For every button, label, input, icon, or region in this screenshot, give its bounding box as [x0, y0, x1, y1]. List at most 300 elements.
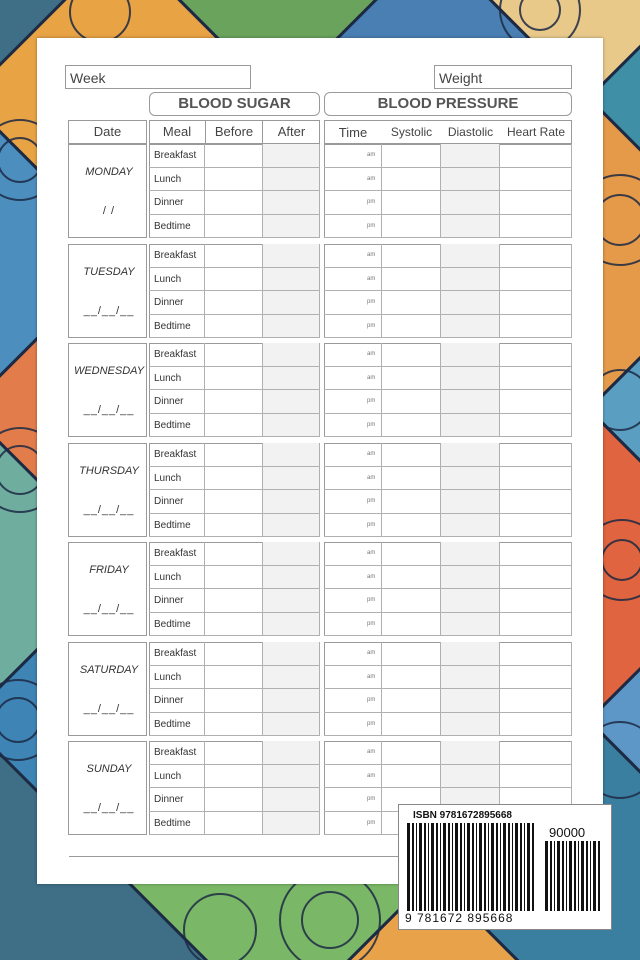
date-cell[interactable]	[68, 244, 147, 338]
day-name: MONDAY	[85, 166, 133, 178]
heart-rate-cell[interactable]	[500, 589, 572, 613]
heart-rate-cell[interactable]	[500, 642, 572, 666]
barcode-bar	[545, 841, 548, 911]
before-cell[interactable]	[205, 215, 263, 238]
time-cell[interactable]	[324, 215, 382, 238]
systolic-cell[interactable]	[382, 443, 441, 467]
before-cell[interactable]	[205, 713, 263, 736]
diastolic-cell[interactable]	[441, 215, 500, 238]
time-cell[interactable]	[324, 191, 382, 215]
footer-rule	[69, 856, 429, 857]
meal-label: Bedtime	[154, 221, 191, 232]
meal-cell	[149, 244, 205, 268]
heart-rate-cell[interactable]	[500, 291, 572, 315]
barcode-bar	[476, 823, 477, 911]
am-pm-marker: pm	[367, 498, 376, 504]
before-cell[interactable]	[205, 390, 263, 414]
meal-cell	[149, 367, 205, 390]
isbn-digits: 9 781672 895668	[405, 911, 514, 925]
isbn-label: ISBN 9781672895668	[413, 810, 512, 821]
meal-cell	[149, 713, 205, 736]
barcode-bar	[424, 823, 426, 911]
before-cell[interactable]	[205, 414, 263, 437]
before-cell[interactable]	[205, 168, 263, 191]
before-cell[interactable]	[205, 268, 263, 291]
meal-cell	[149, 168, 205, 191]
barcode-bar	[569, 841, 572, 911]
meal-label: Dinner	[154, 496, 184, 507]
meal-cell	[149, 642, 205, 666]
meal-label: Dinner	[154, 297, 184, 308]
date-blank: __/__/__	[83, 305, 135, 317]
after-cell[interactable]	[263, 666, 320, 689]
barcode-bar	[419, 823, 422, 911]
systolic-cell[interactable]	[382, 244, 441, 268]
systolic-cell[interactable]	[382, 613, 441, 636]
after-cell[interactable]	[263, 788, 320, 812]
heart-rate-cell[interactable]	[500, 414, 572, 437]
after-cell[interactable]	[263, 589, 320, 613]
meal-cell	[149, 490, 205, 514]
diastolic-cell[interactable]	[441, 666, 500, 689]
before-cell[interactable]	[205, 144, 263, 168]
am-pm-marker: am	[367, 451, 376, 457]
systolic-cell[interactable]	[382, 390, 441, 414]
before-cell[interactable]	[205, 812, 263, 835]
after-cell[interactable]	[263, 713, 320, 736]
am-pm-marker: pm	[367, 323, 376, 329]
time-cell[interactable]	[324, 613, 382, 636]
systolic-cell[interactable]	[382, 144, 441, 168]
barcode-bar	[467, 823, 470, 911]
day-name: SUNDAY	[86, 763, 132, 775]
barcode-bar	[532, 823, 534, 911]
meal-label: Dinner	[154, 396, 184, 407]
time-cell[interactable]	[324, 443, 382, 467]
barcode-bar	[416, 823, 417, 911]
meal-label: Lunch	[154, 274, 182, 285]
diastolic-cell[interactable]	[441, 268, 500, 291]
heart-rate-cell[interactable]	[500, 191, 572, 215]
meal-cell	[149, 689, 205, 713]
after-cell[interactable]	[263, 168, 320, 191]
diastolic-cell[interactable]	[441, 191, 500, 215]
before-cell[interactable]	[205, 566, 263, 589]
barcode-bar	[527, 823, 530, 911]
before-cell[interactable]	[205, 244, 263, 268]
systolic-cell[interactable]	[382, 741, 441, 765]
systolic-cell[interactable]	[382, 765, 441, 788]
time-cell[interactable]	[324, 244, 382, 268]
diastolic-cell[interactable]	[441, 291, 500, 315]
barcode-bar	[557, 841, 560, 911]
systolic-cell[interactable]	[382, 542, 441, 566]
heart-rate-cell[interactable]	[500, 467, 572, 490]
systolic-cell[interactable]	[382, 514, 441, 537]
meal-label: Bedtime	[154, 719, 191, 730]
barcode-bar	[578, 841, 579, 911]
meal-cell	[149, 315, 205, 338]
systolic-cell[interactable]	[382, 467, 441, 490]
time-column-header: Time	[338, 125, 368, 140]
heart-rate-cell[interactable]	[500, 244, 572, 268]
barcode-bar	[524, 823, 525, 911]
diastolic-cell[interactable]	[441, 414, 500, 437]
time-cell[interactable]	[324, 367, 382, 390]
am-pm-marker: pm	[367, 820, 376, 826]
am-pm-marker: pm	[367, 299, 376, 305]
barcode-bar	[464, 823, 465, 911]
after-cell[interactable]	[263, 144, 320, 168]
after-cell[interactable]	[263, 315, 320, 338]
diastolic-cell[interactable]	[441, 367, 500, 390]
meal-cell	[149, 613, 205, 636]
meal-cell	[149, 589, 205, 613]
after-cell[interactable]	[263, 367, 320, 390]
am-pm-marker: am	[367, 749, 376, 755]
barcode-bar	[491, 823, 494, 911]
diastolic-cell[interactable]	[441, 713, 500, 736]
blood-sugar-title: BLOOD SUGAR	[149, 92, 320, 116]
diastolic-cell[interactable]	[441, 514, 500, 537]
diastolic-cell[interactable]	[441, 315, 500, 338]
heart-rate-cell[interactable]	[500, 741, 572, 765]
heart-rate-column-header: Heart Rate	[506, 125, 566, 139]
systolic-cell[interactable]	[382, 589, 441, 613]
after-cell[interactable]	[263, 191, 320, 215]
am-pm-marker: pm	[367, 199, 376, 205]
systolic-cell[interactable]	[382, 490, 441, 514]
meal-label: Dinner	[154, 794, 184, 805]
day-name: THURSDAY	[79, 465, 139, 477]
after-cell[interactable]	[263, 490, 320, 514]
barcode-bar	[515, 823, 518, 911]
barcode-bar	[508, 823, 510, 911]
date-blank: __/__/__	[83, 504, 135, 516]
barcode-bar	[452, 823, 453, 911]
after-cell[interactable]	[263, 566, 320, 589]
day-name: TUESDAY	[83, 266, 135, 278]
meal-label: Bedtime	[154, 619, 191, 630]
before-cell[interactable]	[205, 741, 263, 765]
barcode-bar	[436, 823, 438, 911]
meal-cell	[149, 741, 205, 765]
after-cell[interactable]	[263, 268, 320, 291]
diastolic-cell[interactable]	[441, 490, 500, 514]
before-cell[interactable]	[205, 642, 263, 666]
meal-label: Dinner	[154, 595, 184, 606]
barcode-bar	[503, 823, 506, 911]
barcode-bar	[472, 823, 474, 911]
diastolic-cell[interactable]	[441, 390, 500, 414]
am-pm-marker: am	[367, 176, 376, 182]
time-cell[interactable]	[324, 589, 382, 613]
am-pm-marker: am	[367, 550, 376, 556]
barcode-bar	[562, 841, 564, 911]
meal-cell	[149, 467, 205, 490]
diastolic-cell[interactable]	[441, 144, 500, 168]
heart-rate-cell[interactable]	[500, 443, 572, 467]
before-cell[interactable]	[205, 443, 263, 467]
barcode-bar	[407, 823, 410, 911]
after-cell[interactable]	[263, 467, 320, 490]
systolic-cell[interactable]	[382, 414, 441, 437]
meal-cell	[149, 343, 205, 367]
time-cell[interactable]	[324, 268, 382, 291]
before-cell[interactable]	[205, 666, 263, 689]
time-cell[interactable]	[324, 315, 382, 338]
date-blank: __/__/__	[83, 404, 135, 416]
am-pm-marker: am	[367, 276, 376, 282]
barcode-bar	[443, 823, 446, 911]
systolic-cell[interactable]	[382, 666, 441, 689]
diastolic-cell[interactable]	[441, 613, 500, 636]
heart-rate-cell[interactable]	[500, 268, 572, 291]
barcode-bar	[412, 823, 414, 911]
weight-field[interactable]: Weight	[434, 65, 572, 89]
heart-rate-cell[interactable]	[500, 566, 572, 589]
diastolic-cell[interactable]	[441, 765, 500, 788]
barcode-bar	[574, 841, 576, 911]
meal-column-header: Meal	[162, 124, 192, 139]
log-sheet	[37, 38, 603, 884]
systolic-cell[interactable]	[382, 642, 441, 666]
price-code: 90000	[549, 825, 586, 840]
heart-rate-cell[interactable]	[500, 713, 572, 736]
meal-cell	[149, 514, 205, 537]
time-cell[interactable]	[324, 812, 382, 835]
meal-cell	[149, 144, 205, 168]
diastolic-cell[interactable]	[441, 689, 500, 713]
after-cell[interactable]	[263, 244, 320, 268]
heart-rate-cell[interactable]	[500, 343, 572, 367]
systolic-cell[interactable]	[382, 268, 441, 291]
barcode-bar	[488, 823, 489, 911]
barcode-bar	[484, 823, 486, 911]
am-pm-marker: am	[367, 351, 376, 357]
before-cell[interactable]	[205, 367, 263, 390]
date-blank: __/__/__	[83, 703, 135, 715]
diastolic-cell[interactable]	[441, 343, 500, 367]
am-pm-marker: pm	[367, 597, 376, 603]
heart-rate-cell[interactable]	[500, 490, 572, 514]
after-cell[interactable]	[263, 613, 320, 636]
date-blank: __/__/__	[83, 802, 135, 814]
after-cell[interactable]	[263, 443, 320, 467]
time-cell[interactable]	[324, 390, 382, 414]
meal-cell	[149, 268, 205, 291]
heart-rate-cell[interactable]	[500, 542, 572, 566]
systolic-cell[interactable]	[382, 689, 441, 713]
after-cell[interactable]	[263, 343, 320, 367]
meal-label: Lunch	[154, 771, 182, 782]
systolic-cell[interactable]	[382, 168, 441, 191]
barcode-bar	[496, 823, 498, 911]
before-cell[interactable]	[205, 467, 263, 490]
before-cell[interactable]	[205, 788, 263, 812]
heart-rate-cell[interactable]	[500, 390, 572, 414]
date-cell[interactable]	[68, 144, 147, 238]
meal-label: Lunch	[154, 473, 182, 484]
time-cell[interactable]	[324, 788, 382, 812]
meal-cell	[149, 215, 205, 238]
systolic-cell[interactable]	[382, 713, 441, 736]
heart-rate-cell[interactable]	[500, 144, 572, 168]
meal-label: Bedtime	[154, 818, 191, 829]
time-cell[interactable]	[324, 741, 382, 765]
time-cell[interactable]	[324, 414, 382, 437]
heart-rate-cell[interactable]	[500, 765, 572, 788]
meal-label: Breakfast	[154, 747, 197, 758]
diastolic-cell[interactable]	[441, 168, 500, 191]
barcode-bar	[500, 823, 501, 911]
time-cell[interactable]	[324, 490, 382, 514]
am-pm-marker: am	[367, 152, 376, 158]
time-cell[interactable]	[324, 144, 382, 168]
heart-rate-cell[interactable]	[500, 315, 572, 338]
am-pm-marker: am	[367, 773, 376, 779]
after-cell[interactable]	[263, 291, 320, 315]
meal-label: Bedtime	[154, 420, 191, 431]
time-cell[interactable]	[324, 566, 382, 589]
barcode-bar	[590, 841, 591, 911]
meal-label: Breakfast	[154, 548, 197, 559]
meal-label: Bedtime	[154, 520, 191, 531]
day-name: FRIDAY	[89, 564, 129, 576]
diastolic-cell[interactable]	[441, 542, 500, 566]
heart-rate-cell[interactable]	[500, 215, 572, 238]
date-cell[interactable]	[68, 343, 147, 437]
meal-label: Dinner	[154, 695, 184, 706]
barcode-bar	[598, 841, 600, 911]
blood-pressure-title: BLOOD PRESSURE	[324, 92, 572, 116]
am-pm-marker: pm	[367, 796, 376, 802]
meal-cell	[149, 666, 205, 689]
time-cell[interactable]	[324, 765, 382, 788]
time-cell[interactable]	[324, 168, 382, 191]
barcode-bar	[566, 841, 567, 911]
before-cell[interactable]	[205, 589, 263, 613]
meal-cell	[149, 443, 205, 467]
before-cell[interactable]	[205, 291, 263, 315]
meal-cell	[149, 390, 205, 414]
am-pm-marker: am	[367, 650, 376, 656]
date-cell[interactable]	[68, 542, 147, 636]
time-cell[interactable]	[324, 689, 382, 713]
barcode-bar	[455, 823, 458, 911]
am-pm-marker: pm	[367, 398, 376, 404]
systolic-cell[interactable]	[382, 291, 441, 315]
after-cell[interactable]	[263, 215, 320, 238]
diastolic-cell[interactable]	[441, 467, 500, 490]
time-cell[interactable]	[324, 467, 382, 490]
barcode-bar	[554, 841, 555, 911]
time-cell[interactable]	[324, 514, 382, 537]
systolic-cell[interactable]	[382, 191, 441, 215]
time-cell[interactable]	[324, 343, 382, 367]
after-cell[interactable]	[263, 689, 320, 713]
before-cell[interactable]	[205, 689, 263, 713]
before-cell[interactable]	[205, 315, 263, 338]
meal-cell	[149, 788, 205, 812]
after-cell[interactable]	[263, 765, 320, 788]
am-pm-marker: pm	[367, 621, 376, 627]
before-cell[interactable]	[205, 542, 263, 566]
after-cell[interactable]	[263, 514, 320, 537]
date-blank: __/__/__	[83, 603, 135, 615]
barcode-bar	[520, 823, 522, 911]
heart-rate-cell[interactable]	[500, 613, 572, 636]
date-cell[interactable]	[68, 741, 147, 835]
date-cell[interactable]	[68, 443, 147, 537]
week-field[interactable]: Week	[65, 65, 251, 89]
am-pm-marker: am	[367, 375, 376, 381]
day-name: SATURDAY	[79, 664, 139, 676]
barcode-bar	[550, 841, 552, 911]
time-cell[interactable]	[324, 642, 382, 666]
barcode-bar	[593, 841, 596, 911]
systolic-cell[interactable]	[382, 566, 441, 589]
time-cell[interactable]	[324, 542, 382, 566]
diastolic-column-header: Diastolic	[447, 125, 494, 139]
after-cell[interactable]	[263, 414, 320, 437]
time-cell[interactable]	[324, 713, 382, 736]
am-pm-marker: am	[367, 252, 376, 258]
after-cell[interactable]	[263, 390, 320, 414]
time-cell[interactable]	[324, 291, 382, 315]
barcode-bar	[479, 823, 482, 911]
am-pm-marker: am	[367, 475, 376, 481]
before-cell[interactable]	[205, 191, 263, 215]
diastolic-cell[interactable]	[441, 741, 500, 765]
after-cell[interactable]	[263, 542, 320, 566]
heart-rate-cell[interactable]	[500, 168, 572, 191]
systolic-cell[interactable]	[382, 367, 441, 390]
meal-label: Breakfast	[154, 150, 197, 161]
before-cell[interactable]	[205, 765, 263, 788]
before-cell[interactable]	[205, 490, 263, 514]
meal-cell	[149, 566, 205, 589]
diastolic-cell[interactable]	[441, 566, 500, 589]
time-cell[interactable]	[324, 666, 382, 689]
meal-cell	[149, 542, 205, 566]
heart-rate-cell[interactable]	[500, 514, 572, 537]
systolic-cell[interactable]	[382, 315, 441, 338]
diastolic-cell[interactable]	[441, 244, 500, 268]
after-cell[interactable]	[263, 741, 320, 765]
meal-label: Breakfast	[154, 349, 197, 360]
diastolic-cell[interactable]	[441, 642, 500, 666]
after-cell[interactable]	[263, 642, 320, 666]
before-cell[interactable]	[205, 613, 263, 636]
before-cell[interactable]	[205, 514, 263, 537]
diastolic-cell[interactable]	[441, 589, 500, 613]
diastolic-cell[interactable]	[441, 443, 500, 467]
date-cell[interactable]	[68, 642, 147, 736]
heart-rate-cell[interactable]	[500, 689, 572, 713]
heart-rate-cell[interactable]	[500, 367, 572, 390]
date-blank: / /	[102, 205, 116, 217]
systolic-cell[interactable]	[382, 343, 441, 367]
am-pm-marker: am	[367, 574, 376, 580]
heart-rate-cell[interactable]	[500, 666, 572, 689]
after-cell[interactable]	[263, 812, 320, 835]
systolic-column-header: Systolic	[390, 125, 433, 139]
before-cell[interactable]	[205, 343, 263, 367]
barcode-bar	[428, 823, 429, 911]
systolic-cell[interactable]	[382, 215, 441, 238]
am-pm-marker: pm	[367, 422, 376, 428]
